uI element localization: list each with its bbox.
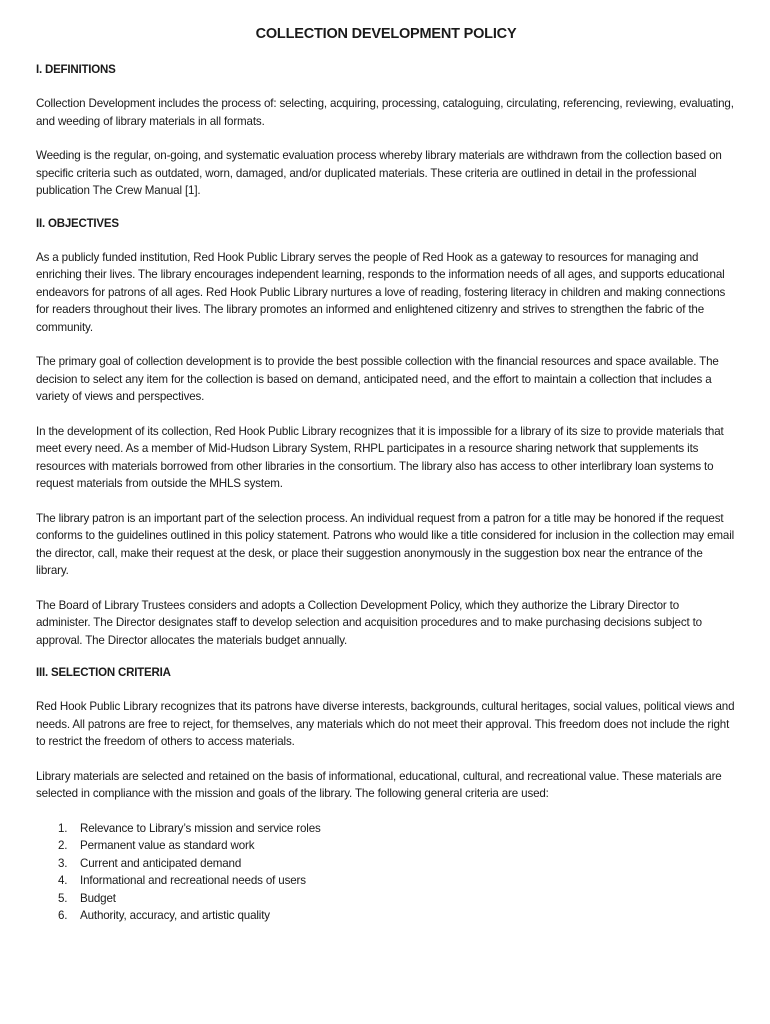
paragraph: The library patron is an important part of the selection process. An individual request from a patron for a title may be honored if the request conforms to the guidelines outlined in this policy statement. Patrons who would like a title considered for inclusion in the collection may email the director, call, make their request at the desk, or place their suggestion anonymously in the suggestion box near the entrance of the library. [36,511,735,577]
paragraph: In the development of its collection, Red Hook Public Library recognizes that it is impossible for a library of its size to provide materials that meet every need. As a member of Mid-Hudson Library System, RHPL participates in a resource sharing network that supplements its resources with materials borrowed from other libraries in the consortium. The library also has access to other interlibrary loan systems to request materials from outside the MHLS system. [36,424,724,490]
list-item-number: 2. [58,839,68,852]
list-item [36,855,736,873]
section-heading-selection-criteria: III. SELECTION CRITERIA [36,667,171,679]
list-item-text: Budget [80,891,116,905]
document-title: COLLECTION DEVELOPMENT POLICY [255,26,517,42]
paragraph: Red Hook Public Library recognizes that its patrons have diverse interests, backgrounds, cultural heritages, social values, political views and needs. All patrons are free to reject, for themselves, any materials which do not meet their approval. This freedom does not include the right to restrict the freedom of others to access materials. [36,700,735,748]
paragraph: Collection Development includes the process of: selecting, acquiring, processing, cataloguing, circulating, referencing, reviewing, evaluating, and weeding of library materials in all formats. [36,97,734,128]
list-item [36,890,736,908]
list-item-text: Current and anticipated demand [80,856,242,870]
list-item-text: Permanent value as standard work [80,839,255,852]
list-item [36,820,736,838]
list-item-text: Authority, accuracy, and artistic quality [80,909,270,922]
section-heading-definitions: I. DEFINITIONS [36,64,116,76]
list-item-number: 3. [58,856,68,870]
criteria-list [36,820,736,925]
list-item-text: Relevance to Library’s mission and service roles [80,821,321,835]
paragraph: The primary goal of collection development is to provide the best possible collection with the financial resources and space available. The decision to select any item for the collection is based on demand, anticipated need, and the effort to maintain a collection that includes a variety of views and perspectives. [36,355,719,403]
list-item-number: 6. [58,909,68,922]
list-item [36,907,736,925]
section-heading-objectives: II. OBJECTIVES [36,217,119,230]
paragraph: As a publicly funded institution, Red Hook Public Library serves the people of Red Hook as a gateway to resources for managing and enriching their lives. The library encourages independent learning, responds to the information needs of all ages, and supports educational endeavors for patrons of all ages. Red Hook Public Library nurtures a love of reading, fostering literacy in children and making connections for readers throughout their lives. The library promotes an informed and enlightened citizenry and strives to strengthen the fabric of the community. [36,250,726,334]
list-item [36,872,736,890]
paragraph: The Board of Library Trustees considers and adopts a Collection Development Policy, which they authorize the Library Director to administer. The Director designates staff to develop selection and acquisition procedures and to make purchasing decisions subject to approval. The Director allocates the materials budget annually. [36,598,702,647]
list-item [36,837,736,855]
document-page [36,24,736,925]
list-item-text: Informational and recreational needs of users [80,874,306,887]
paragraph: Library materials are selected and retained on the basis of informational, educational, cultural, and recreational value. These materials are selected in compliance with the mission and goals of the library. The following general criteria are used: [36,769,722,800]
list-item-number: 5. [58,891,68,905]
list-item-number: 1. [58,821,68,835]
list-item-number: 4. [58,874,68,887]
paragraph: Weeding is the regular, on-going, and systematic evaluation process whereby library materials are withdrawn from the collection based on specific criteria such as outdated, worn, damaged, and/or duplicated materials. These criteria are outlined in detail in the professional publication The Crew Manual [1]. [36,149,722,197]
